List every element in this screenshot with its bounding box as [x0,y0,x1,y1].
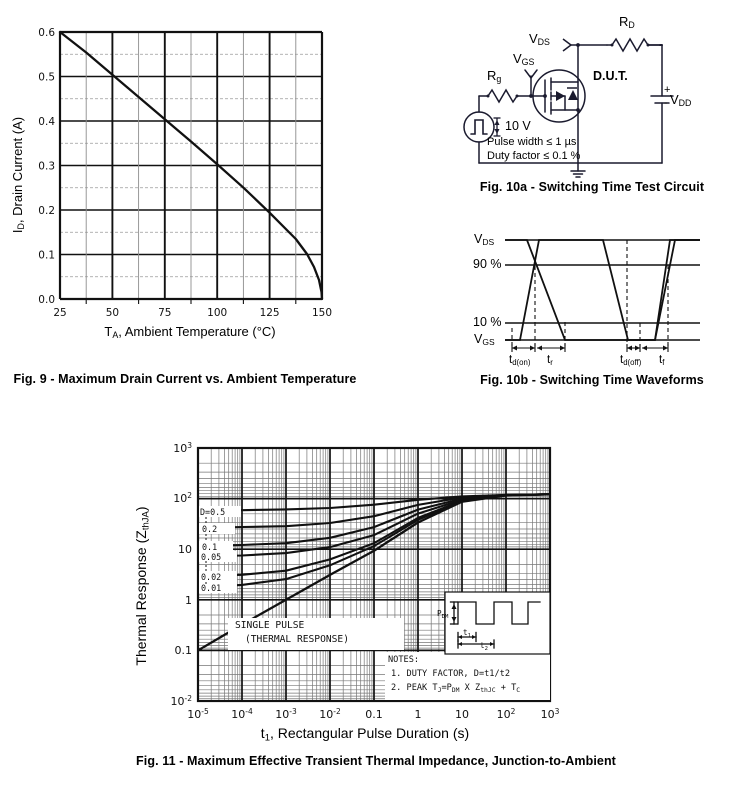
figure-10b [455,218,732,393]
fig11-label-d01: 0.1 [202,542,218,552]
fig11-ytick-1e2: $10^2$ [173,491,192,505]
fig11-xtick-1e3: $10^3$ [540,707,560,721]
fig11-x-label-pre: t [260,725,265,741]
fig11-xtick-01: 0.1 [365,708,383,721]
fig11-x-axis-label [210,725,520,743]
fig10a-vdd-label [670,92,691,108]
vds-symbol: V [529,31,538,46]
fig10a-vgs-label [513,51,534,67]
svg-text:0.4: 0.4 [38,116,55,128]
fig11-inset-pdm-label: $P_{DM}$ [437,609,449,620]
fig11-xtick-1e-2: $10^{-2}$ [319,707,341,721]
svg-text:50: 50 [105,307,120,319]
fig9-x-label-sub: A [112,330,119,341]
vdd-symbol: V [670,92,679,107]
tf-symbol: t [659,354,663,366]
vdd-subscript: DD [678,98,692,109]
fig11-inset-t2-label: $t_2$ [480,641,488,652]
fig11-plot [140,430,620,730]
fig10b-vds-label [474,232,494,247]
svg-text:75: 75 [158,307,172,319]
fig9-x-axis-label [60,324,320,340]
fig11-label-d05: D=0.5 [200,507,226,517]
td-off-subscript: d(off) [623,357,642,367]
figure-11 [130,430,630,780]
vds-subscript: DS [482,237,495,248]
svg-text:0.2: 0.2 [38,205,55,217]
svg-text:0.6: 0.6 [38,27,55,39]
fig10b-caption: Fig. 10b - Switching Time Waveforms [480,373,704,387]
fig11-note-2: 2. PEAK $T_J=P_{DM}$ X $Z_{thJC} + T_C$ [391,683,521,694]
fig10b-tr-label [547,354,553,367]
fig11-ytick-10: 10 [178,543,192,556]
fig9-y-label-post: , Drain Current (A) [10,116,25,224]
fig9-x-label-post: , Ambient Temperature (°C) [118,324,276,339]
rd-subscript: D [628,20,635,31]
svg-text:100: 100 [207,307,228,319]
fig10b-td-on-label [509,354,530,367]
fig9-y-label-sub: D [16,223,27,230]
td-on-subscript: d(on) [512,357,531,367]
fig10b-vgs-waveform [505,240,700,340]
tf-subscript: f [662,357,665,367]
fig11-note-1: 1. DUTY FACTOR, D=t1/t2 [391,669,510,679]
fig11-notes-head: NOTES: [388,655,420,665]
vgs-symbol: V [513,51,522,66]
fig11-y-label-post: ) [133,506,149,512]
fig10b-10-percent-label: 10 % [473,315,502,329]
svg-text:0.1: 0.1 [38,249,55,262]
vds-symbol: V [474,232,483,246]
fig9-plot [22,14,362,334]
fig9-x-label-pre: T [104,324,113,339]
figure-9 [0,14,370,394]
vgs-symbol: V [474,332,483,346]
fig10b-tf-label [659,354,664,367]
fig10b-waveforms [455,218,732,368]
fig11-inset-t1-label: $t_1$ [463,628,471,639]
svg-text:25: 25 [53,307,67,319]
svg-text:150: 150 [311,307,333,319]
fig10a-rg-label [487,68,501,84]
fig11-ytick-1e3: $10^3$ [173,441,192,455]
rg-symbol: R [487,68,497,83]
fig11-label-d001: 0.01 [201,583,222,593]
fig9-caption: Fig. 9 - Maximum Drain Current vs. Ambient Temperature [13,372,357,386]
fig11-single-pulse-line1: SINGLE PULSE [235,620,305,631]
fig10b-td-off-label [620,354,641,367]
tr-symbol: t [547,354,551,366]
fig11-xtick-1: 1 [414,708,422,721]
fig10a-dut-label: D.U.T. [593,69,628,83]
fig11-y-label-pre: Thermal Response (Z [133,530,149,666]
fig11-caption: Fig. 11 - Maximum Effective Transient Thermal Impedance, Junction-to-Ambient [136,754,616,768]
fig10a-rd-label [619,14,635,30]
fig11-label-d005: 0.05 [201,552,222,562]
fig11-label-d002: 0.02 [201,572,222,582]
fig10a-caption: Fig. 10a - Switching Time Test Circuit [479,180,705,194]
figure-10a [455,8,732,198]
td-off-symbol: t [620,354,624,366]
fig10a-battery-plus: + [664,84,671,96]
fig11-xtick-1e-3: $10^{-3}$ [275,707,297,721]
fig10a-duty-factor-note: Duty factor ≤ 0.1 % [487,150,581,162]
fig11-ytick-1: 1 [185,594,192,607]
fig10a-amplitude-label: 10 V [505,119,531,133]
fig10a-vds-label [529,31,550,47]
td-on-symbol: t [509,354,513,366]
vgs-subscript: GS [521,57,535,68]
fig11-label-d02: 0.2 [202,524,218,534]
svg-text:125: 125 [259,307,280,319]
fig10a-battery-minus: - [664,97,668,109]
svg-text:0.5: 0.5 [38,71,55,84]
fig10b-vgs-label [474,332,495,347]
fig10a-pulse-width-note: Pulse width ≤ 1 µs [487,136,577,148]
rg-subscript: g [496,74,502,85]
fig11-x-label-sub: 1 [264,732,270,744]
fig11-xtick-1e-4: $10^{-4}$ [231,707,253,721]
vgs-subscript: GS [482,337,495,348]
fig10b-vds-waveform [505,240,700,340]
fig11-xtick-10: 10 [455,708,469,721]
fig9-y-label-pre: I [10,229,25,234]
fig11-ytick-1em2: $10^{-2}$ [170,694,192,708]
rd-symbol: R [619,14,629,29]
fig11-y-label-sub: thJA [140,511,152,531]
fig11-ytick-01: 0.1 [174,644,192,657]
fig11-x-label-post: , Rectangular Pulse Duration (s) [269,725,470,741]
fig11-single-pulse-line2: (THERMAL RESPONSE) [245,634,349,645]
fig11-xtick-1e2: $10^2$ [496,707,516,721]
svg-text:0.0: 0.0 [38,294,55,306]
fig11-xtick-1e-5: $10^{-5}$ [187,707,209,721]
tr-subscript: r [550,357,553,367]
svg-text:0.3: 0.3 [38,160,55,173]
vds-subscript: DS [537,37,550,48]
fig10b-90-percent-label: 90 % [473,257,502,271]
